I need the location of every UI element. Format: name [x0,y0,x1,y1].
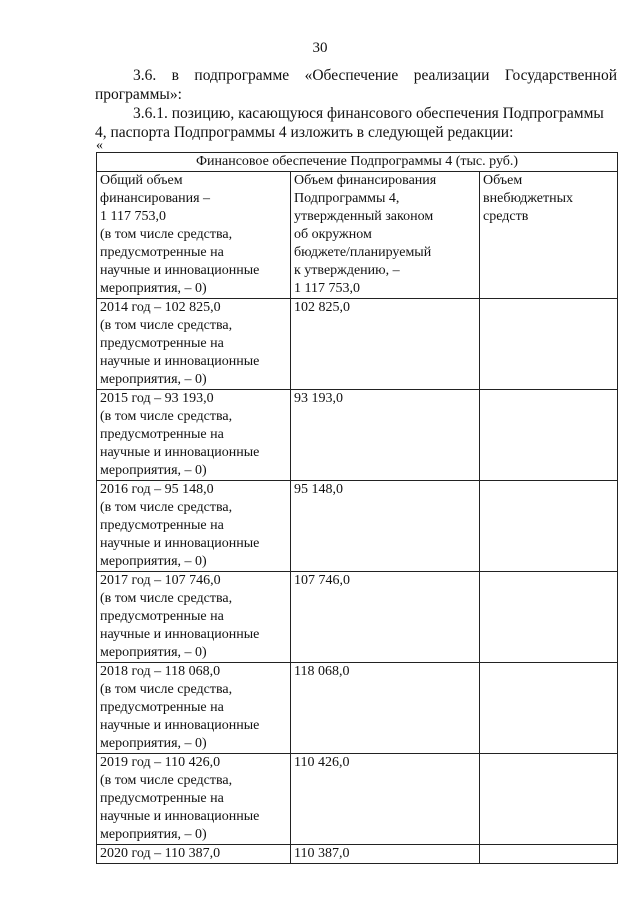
cell-line: научные и инновационные [100,263,260,278]
cell-line: научные и инновационные [100,809,260,824]
cell-line: (в том числе средства, [100,773,233,788]
year-total: 2020 год – 110 387,0 [100,846,221,861]
year-amount: 93 193,0 [294,391,343,406]
cell-line: предусмотренные на [100,700,224,715]
year-amount-cell [291,754,480,845]
cell-line: финансирования – [100,191,211,206]
table-summary-row [97,172,618,299]
year-total: 2014 год – 102 825,0 [100,300,221,315]
cell-line: бюджете/планируемый [294,245,432,260]
table-row-2019 [97,754,618,845]
cell-line: (в том числе средства, [100,318,233,333]
year-total: 2015 год – 93 193,0 [100,391,214,406]
year-extrabudgetary-cell [480,481,618,572]
year-amount: 110 387,0 [294,846,350,861]
year-amount: 118 068,0 [294,664,350,679]
page-number: 30 [312,40,328,56]
table-row-2017 [97,572,618,663]
year-amount-cell [291,299,480,390]
total-financing-cell [97,172,291,299]
year-amount: 110 426,0 [294,755,350,770]
cell-line: мероприятия, – 0) [100,554,207,569]
cell-line: предусмотренные на [100,609,224,624]
year-total: 2016 год – 95 148,0 [100,482,214,497]
year-total: 2018 год – 118 068,0 [100,664,221,679]
cell-line: об окружном [294,227,372,242]
year-extrabudgetary-cell [480,845,618,864]
financing-table [96,152,618,864]
budget-financing-cell [291,172,480,299]
table-row-2015 [97,390,618,481]
cell-line: мероприятия, – 0) [100,463,207,478]
cell-line: (в том числе средства, [100,409,233,424]
cell-line: предусмотренные на [100,791,224,806]
cell-line: (в том числе средства, [100,682,233,697]
cell-line: научные и инновационные [100,445,260,460]
year-total-cell [97,663,291,754]
year-extrabudgetary-cell [480,754,618,845]
cell-line: предусмотренные на [100,245,224,260]
cell-line: мероприятия, – 0) [100,736,207,751]
year-amount: 102 825,0 [294,300,350,315]
cell-line: предусмотренные на [100,336,224,351]
year-extrabudgetary-cell [480,663,618,754]
cell-line: научные и инновационные [100,627,260,642]
cell-line: предусмотренные на [100,518,224,533]
table-title: Финансовое обеспечение Подпрограммы 4 (тыс. руб.) [97,153,618,172]
year-total-cell [97,845,291,864]
open-quote-mark: « [96,138,103,153]
cell-line: (в том числе средства, [100,591,233,606]
year-amount-cell [291,572,480,663]
cell-line: утвержденный законом [294,209,434,224]
year-amount-cell [291,663,480,754]
year-extrabudgetary-cell [480,572,618,663]
cell-line: (в том числе средства, [100,500,233,515]
year-total: 2017 год – 107 746,0 [100,573,221,588]
year-amount-cell [291,481,480,572]
cell-line: мероприятия, – 0) [100,372,207,387]
year-amount: 95 148,0 [294,482,343,497]
cell-line: средств [483,209,529,224]
cell-line: научные и инновационные [100,536,260,551]
year-total-cell [97,572,291,663]
cell-line: предусмотренные на [100,427,224,442]
cell-line: Объем [483,173,523,188]
year-total: 2019 год – 110 426,0 [100,755,221,770]
cell-line: Подпрограммы 4, [294,191,400,206]
cell-line: мероприятия, – 0) [100,281,207,296]
paragraph-3-6: 3.6. в подпрограмме «Обеспечение реализации Государственной программы»: [95,67,617,103]
extrabudgetary-cell [480,172,618,299]
cell-line: мероприятия, – 0) [100,827,207,842]
year-total-cell [97,481,291,572]
cell-line: 1 117 753,0 [100,209,166,224]
cell-line: научные и инновационные [100,718,260,733]
table-header-row [97,153,618,172]
year-total-cell [97,299,291,390]
table-row-2020 [97,845,618,864]
year-extrabudgetary-cell [480,390,618,481]
year-amount: 107 746,0 [294,573,350,588]
cell-line: к утверждению, – [294,263,400,278]
cell-line: внебюджетных [483,191,574,206]
year-amount-cell [291,845,480,864]
year-total-cell [97,390,291,481]
cell-line: Объем финансирования [294,173,437,188]
cell-line: 1 117 753,0 [294,281,360,296]
table-row-2018 [97,663,618,754]
table-row-2016 [97,481,618,572]
year-extrabudgetary-cell [480,299,618,390]
paragraph-3-6-1: 3.6.1. позицию, касающуюся финансового обеспечения Подпрограммы 4, паспорта Подпрограммы 4 изложить в следующей редакции: [95,105,604,141]
cell-line: Общий объем [100,173,183,188]
year-amount-cell [291,390,480,481]
cell-line: (в том числе средства, [100,227,233,242]
cell-line: научные и инновационные [100,354,260,369]
table-row-2014 [97,299,618,390]
cell-line: мероприятия, – 0) [100,645,207,660]
year-total-cell [97,754,291,845]
